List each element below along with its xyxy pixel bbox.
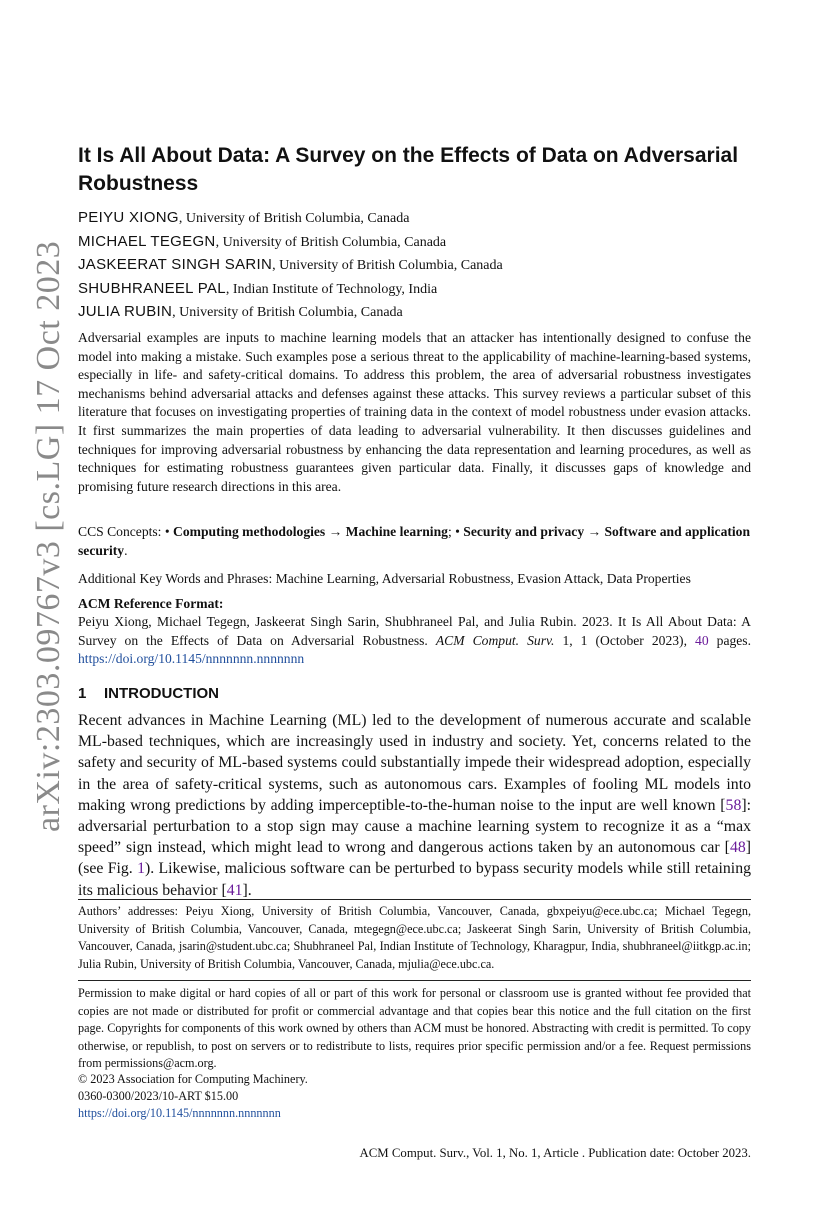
ccs-concept-2: Security and privacy → Software and application security	[78, 524, 751, 558]
section-heading	[78, 685, 219, 702]
page-footer: ACM Comput. Surv., Vol. 1, No. 1, Article . Publication date: October 2023.	[359, 1146, 751, 1160]
arxiv-stamp: arXiv:2303.09767v3 [cs.LG] 17 Oct 2023	[30, 240, 67, 832]
ccs-concept-1: Computing methodologies → Machine learning	[173, 524, 448, 539]
author-affiliation: , Indian Institute of Technology, India	[225, 281, 438, 297]
doi-footer-link[interactable]: https://doi.org/10.1145/nnnnnnn.nnnnnnn	[78, 1106, 281, 1120]
section-number: 1	[78, 685, 87, 702]
author-addresses: Authors’ addresses: Peiyu Xiong, University of British Columbia, Vancouver, Canada, gbxpeiyu@ece.ubc.ca; Michael Tegegn, University of British Columbia, Vancouver, Canada, mtegegn@ece.ubc.ca; Jaskeerat Singh Sarin, University of British Columbia, Vancouver, Canada, jsarin@student.ubc.ca; Shubhraneel Pal, Indian Institute of Technology, Kharagpur, India, shubhraneel@iitkgp.ac.in; Julia Rubin, University of British Columbia, Vancouver, Canada, mjulia@ece.ubc.ca.	[78, 904, 751, 971]
reference-text: Peiyu Xiong, Michael Tegegn, Jaskeerat Singh Sarin, Shubhraneel Pal, and Julia Rubin. 2023. It Is All About Data: A Survey on the Effects of Data on Adversarial Robustness.	[78, 614, 751, 648]
ccs-end: .	[124, 543, 128, 558]
reference-doi-link[interactable]: https://doi.org/10.1145/nnnnnnn.nnnnnnn	[78, 651, 305, 667]
figure-link[interactable]: 1	[137, 860, 145, 878]
copyright-line: © 2023 Association for Computing Machinery.	[78, 1072, 308, 1086]
reference-heading: ACM Reference Format:	[78, 596, 224, 611]
author-affiliation: , University of British Columbia, Canada	[215, 234, 447, 250]
author-name: JULIA RUBIN	[78, 303, 173, 320]
citation-link[interactable]: 58	[725, 796, 742, 814]
intro-text: ].	[242, 881, 252, 899]
section-title: INTRODUCTION	[104, 685, 219, 702]
permission-divider	[78, 980, 751, 981]
reference-journal: ACM Comput. Surv.	[435, 632, 555, 648]
citation-link[interactable]: 48	[729, 839, 746, 857]
author-line	[78, 254, 751, 278]
reference-text: pages.	[708, 632, 751, 648]
footnote-divider	[78, 899, 751, 900]
reference-format	[78, 613, 751, 669]
intro-text: ] (see Fig.	[78, 839, 751, 878]
citation-link[interactable]: 41	[226, 881, 243, 899]
author-list	[78, 207, 751, 325]
intro-text: ]: adversarial perturbation to a stop sign may cause a machine learning system to recognize it as a “max speed” sign instead, which might lead to wrong and dangerous actions taken by an autonomous car [	[78, 796, 751, 857]
keywords: Additional Key Words and Phrases: Machine Learning, Adversarial Robustness, Evasion Attack, Data Properties	[78, 571, 691, 586]
intro-text: Recent advances in Machine Learning (ML) led to the development of numerous accurate and scalable ML-based techniques, which are increasingly used in industry and society. Yet, concerns related to the safety and security of ML-based systems could substantially impede their widespread adoption, especially in the area of safety-critical systems, such as autonomous cars. Examples of fooling ML models into making wrong predictions by adding imperceptible-to-the-human noise to the input are well known [	[78, 712, 751, 814]
paper-title: It Is All About Data: A Survey on the Effects of Data on Adversarial Robustness	[78, 144, 739, 195]
author-name: PEIYU XIONG	[78, 209, 179, 226]
permission-notice: Permission to make digital or hard copies of all or part of this work for personal or classroom use is granted without fee provided that copies are not made or distributed for profit or commercial advantage and that copies bear this notice and the full citation on the first page. Copyrights for components of this work owned by others than ACM must be honored. Abstracting with credit is permitted. To copy otherwise, or republish, to post on servers or to redistribute to lists, requires prior specific permission and/or a fee. Request permissions from permissions@acm.org.	[78, 986, 751, 1070]
reference-text: 1, 1 (October 2023),	[554, 632, 696, 648]
author-affiliation: , University of British Columbia, Canada	[172, 305, 403, 320]
ccs-separator: ; •	[447, 524, 464, 539]
author-affiliation: , University of British Columbia, Canada	[178, 211, 410, 226]
intro-text: ). Likewise, malicious software can be perturbed to bypass security models while still retaining its malicious behavior [	[78, 860, 751, 899]
abstract: Adversarial examples are inputs to machine learning models that an attacker has intentionally designed to confuse the model into making a mistake. Such examples pose a serious threat to the applicability of machine-learning-based systems, especially in life- and safety-critical domains. To address this problem, the area of adversarial robustness investigates mechanisms behind adversarial attacks and defenses against these attacks. This survey reviews a particular subset of this literature that focuses on investigating properties of training data in the context of model robustness under evasion attacks. It first summarizes the main properties of data leading to adversarial vulnerability. It then discusses guidelines and techniques for improving adversarial robustness by enhancing the data representation and learning procedures, as well as techniques for estimating robustness guarantees given particular data. Finally, it discusses gaps of knowledge and promising future research directions in this area.	[78, 330, 751, 494]
issn-line: 0360-0300/2023/10-ART $15.00	[78, 1089, 239, 1103]
ccs-prefix: CCS Concepts: •	[78, 524, 174, 539]
author-affiliation: , University of British Columbia, Canada	[272, 258, 503, 273]
author-line	[78, 231, 751, 255]
ccs-concepts	[78, 522, 751, 560]
introduction-paragraph	[78, 710, 751, 901]
author-line	[78, 301, 751, 325]
author-name: SHUBHRANEEL PAL	[78, 279, 226, 297]
author-line	[78, 278, 751, 302]
author-name: MICHAEL TEGEGN	[78, 232, 216, 250]
author-name: JASKEERAT SINGH SARIN	[78, 256, 273, 273]
author-line	[78, 207, 751, 231]
reference-pages-link[interactable]: 40	[695, 632, 709, 648]
